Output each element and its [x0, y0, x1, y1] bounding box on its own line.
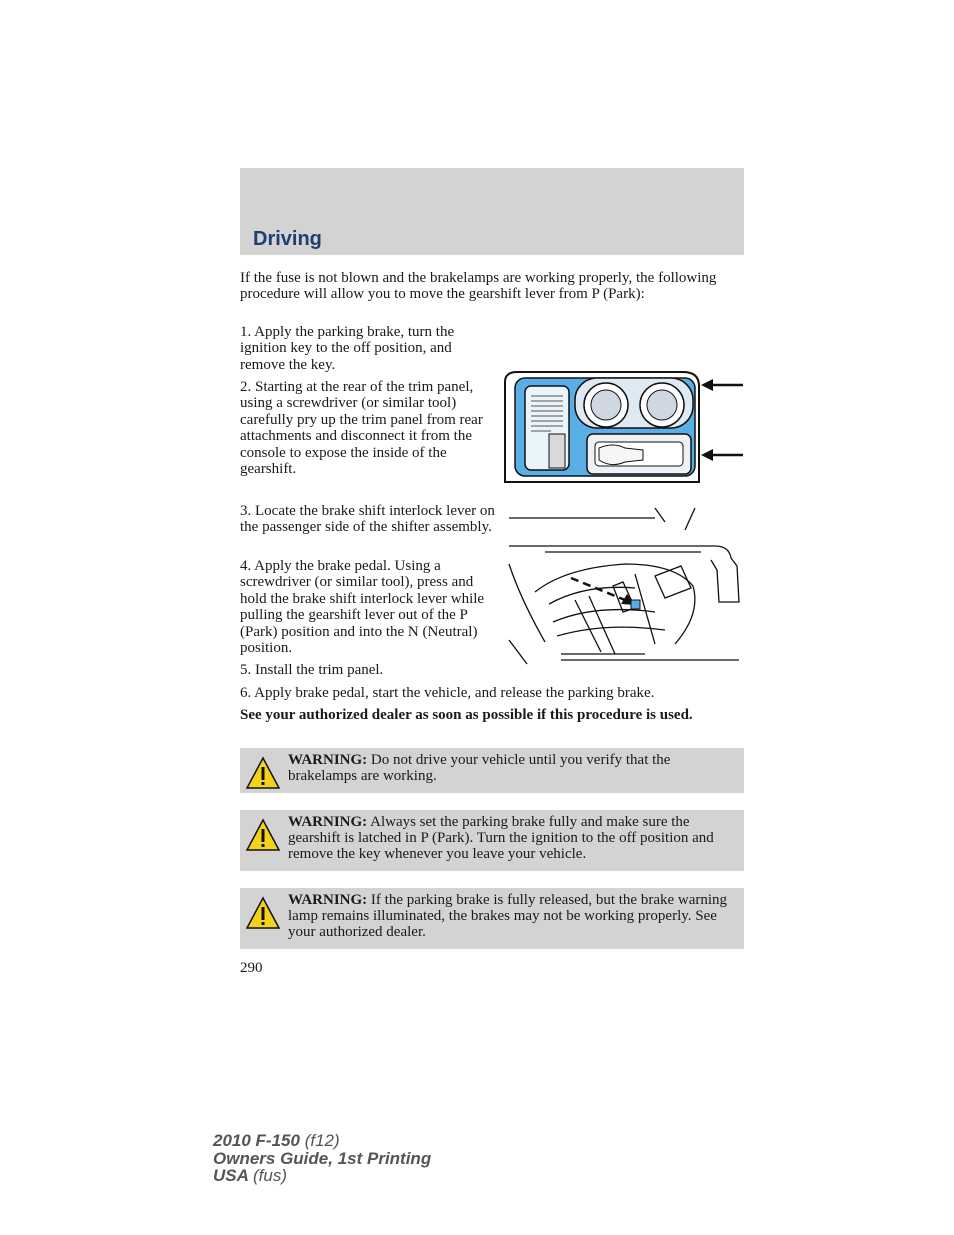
document-footer [213, 1132, 431, 1185]
warning-triangle-icon [246, 756, 280, 790]
brake-shift-interlock-illustration [505, 504, 743, 666]
step-3: 3. Locate the brake shift interlock lever on the passenger side of the shifter assembly. [240, 503, 495, 536]
warning-label: WARNING: [288, 814, 368, 830]
warning-triangle-icon [246, 896, 280, 930]
step-2: 2. Starting at the rear of the trim panel, using a screwdriver (or similar tool) carefully pry up the trim panel from rear attachments and disconnect it from the console to expose the inside of the gearshift. [240, 379, 483, 478]
warning-box-1 [240, 748, 744, 793]
console-trim-panel-illustration [503, 368, 747, 486]
footer-guide: Owners Guide, 1st Printing [213, 1148, 432, 1168]
warning-box-2 [240, 810, 744, 871]
section-header-band [240, 168, 744, 255]
intro-paragraph: If the fuse is not blown and the brakelamps are working properly, the following procedure will allow you to move the gearshift lever from P (Park): [240, 270, 717, 303]
step-4: 4. Apply the brake pedal. Using a screwdriver (or similar tool), press and hold the brake shift interlock lever while pulling the gearshift lever out of the P (Park) position and into the N (Neutral) position. [240, 558, 485, 657]
footer-region-code: (fus) [253, 1166, 287, 1185]
step-6: 6. Apply brake pedal, start the vehicle, and release the parking brake. [240, 685, 655, 701]
footer-model: 2010 F-150 [213, 1131, 300, 1150]
warning-box-3 [240, 888, 744, 949]
warning-triangle-icon [246, 818, 280, 852]
page-number: 290 [240, 960, 263, 976]
footer-model-code: (f12) [304, 1131, 340, 1150]
warning-label: WARNING: [288, 752, 368, 768]
warning-label: WARNING: [288, 892, 368, 908]
warning-text: Do not drive your vehicle until you verify that the brakelamps are working. [288, 752, 671, 785]
step-1: 1. Apply the parking brake, turn the ignition key to the off position, and remove the key. [240, 324, 455, 373]
section-title: Driving [253, 228, 322, 250]
step-5: 5. Install the trim panel. [240, 662, 384, 678]
warning-text: If the parking brake is fully released, but the brake warning lamp remains illuminated, the brakes may not be working properly. See your authorized dealer. [288, 892, 728, 941]
footer-region: USA [213, 1166, 249, 1185]
warning-text: Always set the parking brake fully and make sure the gearshift is latched in P (Park). Turn the ignition to the off position and remove the key whenever you leave your vehicle. [288, 814, 714, 863]
dealer-note: See your authorized dealer as soon as possible if this procedure is used. [240, 707, 693, 723]
